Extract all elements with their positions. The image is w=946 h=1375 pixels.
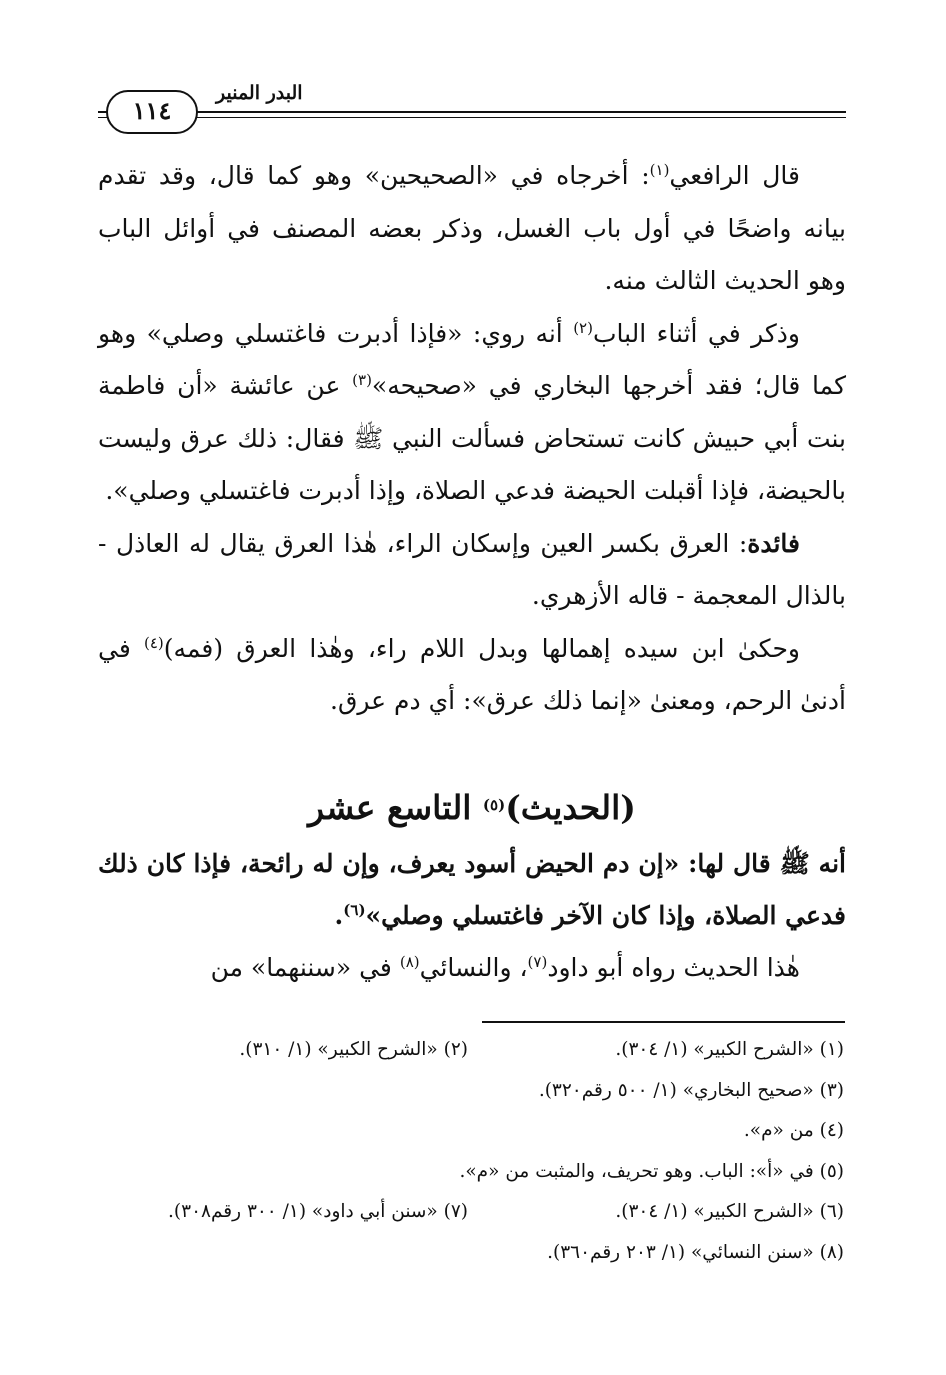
footnote-row xyxy=(98,1152,844,1193)
paragraph xyxy=(98,518,846,623)
footnote-row xyxy=(98,1030,844,1071)
page-header xyxy=(98,82,846,132)
text-run: أنه ﷺ قال لها: «إن دم الحيض أسود يعرف، وإن له رائحة، فإذا كان ذلك فدعي الصلاة، وإذا كان الآخر فاغتسلي وصلي» xyxy=(98,849,846,930)
footnote-row xyxy=(98,1071,844,1112)
footnote: (٤) من «م». xyxy=(743,1120,844,1141)
footnote-row xyxy=(98,1192,844,1233)
text-run: في «سننهما» من xyxy=(210,953,400,982)
heading-text: (الحديث) xyxy=(505,788,636,827)
footnotes xyxy=(98,1030,844,1273)
footnote: (٧) «سنن أبي داود» (١/ ٣٠٠ رقم٣٠٨). xyxy=(168,1201,468,1222)
paragraph xyxy=(98,150,846,308)
footnote-ref: (٤) xyxy=(144,633,164,652)
footnote-ref: (١) xyxy=(649,161,670,179)
fa-ida-label: فائدة xyxy=(747,528,800,558)
text-run: هٰذا الحديث رواه أبو داود xyxy=(547,953,800,982)
header-rule xyxy=(98,111,846,113)
text-run: : أخرجاه في «الصحيحين» وهو كما قال، وقد تقدم بيانه واضحًا في أول باب الغسل، وذكر بعضه المصنف في أوائل الباب وهو الحديث الثالث منه. xyxy=(98,161,846,295)
footnote: (٥) في «أ»: الباب. وهو تحريف، والمثبت من «م». xyxy=(459,1160,844,1182)
text-run: قال الرافعي xyxy=(669,161,800,190)
hadith-quote xyxy=(98,838,846,942)
paragraph xyxy=(98,623,846,728)
footnote: (٢) «الشرح الكبير» (١/ ٣١٠). xyxy=(239,1039,468,1060)
text-run: . xyxy=(334,901,344,930)
text-run: وحكىٰ ابن سيده إهمالها وبدل اللام راء، وهٰذا العرق (فمه) xyxy=(163,633,800,663)
text-run: عن عائشة «أن فاطمة بنت أبي حبيش كانت تستحاض فسألت النبي ﷺ فقال: ذلك عرق وليست بالحيضة، فإذا أقبلت الحيضة فدعي الصلاة، وإذا أدبرت فاغتسلي وصلي». xyxy=(98,371,846,505)
footnote-ref: (٢) xyxy=(573,318,593,337)
footnote-row xyxy=(98,1111,844,1152)
hadith-heading xyxy=(98,778,846,838)
footnote: (٨) «سنن النسائي» (١/ ٢٠٣ رقم٣٦٠). xyxy=(547,1241,844,1263)
footnote-separator xyxy=(482,1021,845,1023)
page-number: ١١٤ xyxy=(106,90,198,134)
footnote-row xyxy=(98,1233,844,1274)
running-title: البدر المنير xyxy=(216,82,303,104)
footnote: (٦) «الشرح الكبير» (١/ ٣٠٤). xyxy=(615,1201,844,1222)
text-run: ، والنسائي xyxy=(419,953,528,982)
footnote: (٣) «صحيح البخاري» (١/ ٥٠٠ رقم٣٢٠). xyxy=(538,1079,844,1101)
footnote-ref: (٧) xyxy=(527,953,548,971)
main-text xyxy=(98,150,846,728)
footnote-ref: (٦) xyxy=(343,901,366,919)
paragraph xyxy=(98,942,846,994)
footnote-ref: (٥) xyxy=(482,796,506,814)
text-run: أنه روي: «فإذا أدبرت فاغتسلي وصلي» وهو كما قال؛ فقد أخرجها البخاري في «صحيحه» xyxy=(98,318,847,400)
text-run: : العرق بكسر العين وإسكان الراء، هٰذا العرق يقال له العاذل - بالذال المعجمة - قاله الأزهري. xyxy=(98,528,846,610)
header-rule-thin xyxy=(98,117,846,118)
footnote: (١) «الشرح الكبير» (١/ ٣٠٤). xyxy=(615,1039,844,1060)
text-run: وذكر في أثناء الباب xyxy=(592,318,800,348)
heading-text: التاسع عشر xyxy=(308,788,483,827)
footnote-ref: (٨) xyxy=(399,953,420,971)
footnote-ref: (٣) xyxy=(352,371,372,389)
hadith-body xyxy=(98,838,846,994)
text-run: في أدنىٰ الرحم، ومعنىٰ «إنما ذلك عرق»: أي دم عرق. xyxy=(98,633,846,715)
paragraph xyxy=(98,308,846,518)
